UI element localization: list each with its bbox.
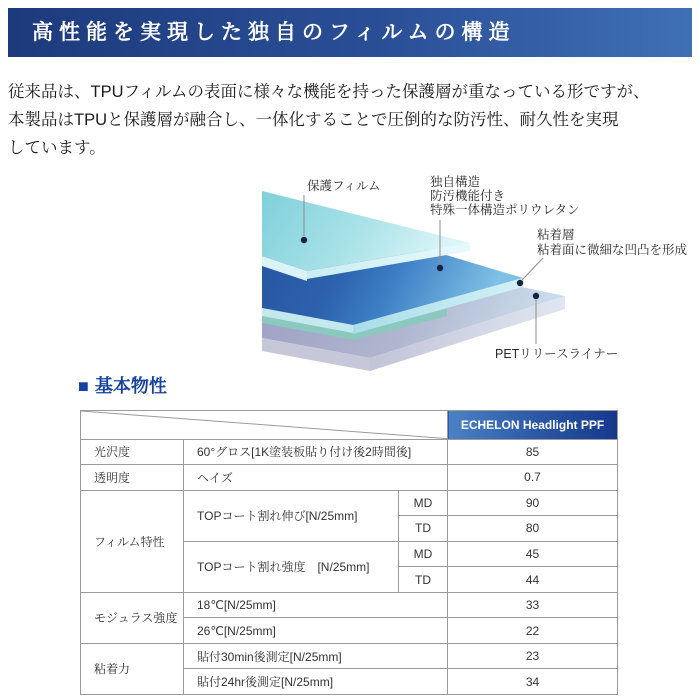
film-structure-diagram [185,168,695,373]
section-title-text: 基本物性 [94,376,167,396]
cell-value: 22 [448,618,618,644]
cell-category: 透明度 [81,465,184,491]
cell-direction: TD [399,516,448,542]
section-marker-square: ■ [78,376,89,396]
section-title [78,372,167,398]
leader-line-adhesive [522,258,543,280]
label-unique-structure-3: 特殊一体構造ポリウレタン [430,203,580,217]
cell-value: 45 [448,541,618,567]
table-row [81,465,618,491]
cell-category: 粘着力 [81,643,184,694]
cell-direction: TD [399,567,448,593]
cell-value: 85 [448,439,618,465]
intro-line-3: しています。 [8,139,106,157]
diagonal-divider-line [81,411,447,439]
cell-method: 18℃[N/25mm] [184,592,448,618]
cell-value: 0.7 [448,465,618,491]
cell-method: TOPコート割れ伸び[N/25mm] [184,490,399,541]
cell-value: 23 [448,643,618,669]
film-layers-illustration [185,168,695,373]
cell-method: 26℃[N/25mm] [184,618,448,644]
cell-category: フィルム特性 [81,490,184,592]
dot-protective-film [301,237,307,243]
cell-value: 90 [448,490,618,516]
cell-value: 44 [448,567,618,593]
label-pet-liner: PETリリースライナー [495,347,619,361]
label-adhesive-1: 粘着層 [537,228,575,242]
cell-direction: MD [399,541,448,567]
page-title: 高性能を実現した独自のフィルムの構造 [32,20,516,44]
table-header-product: ECHELON Headlight PPF [448,411,618,440]
cell-category: モジュラス強度 [81,592,184,643]
table-row [81,592,618,618]
label-unique-structure-2: 防汚機能付き [430,189,506,203]
cell-value: 34 [448,669,618,695]
intro-paragraph [8,78,698,162]
table-row [81,643,618,669]
page-title-banner [8,8,692,57]
dot-unique-structure [437,265,443,271]
cell-method: 貼付24hr後測定[N/25mm] [184,669,448,695]
table-header-row [81,411,618,440]
label-adhesive-2: 粘着面に微細な凹凸を形成 [537,243,688,257]
intro-line-1: 従来品は、TPUフィルムの表面に様々な機能を持った保護層が重なっている形ですが、 [8,83,650,101]
cell-method: TOPコート割れ強度 [N/25mm] [184,541,399,592]
dot-pet-liner [533,293,539,299]
cell-method: 60°グロス[1K塗装板貼り付け後2時間後] [184,439,448,465]
label-protective-film: 保護フィルム [307,179,381,193]
cell-method: 貼付30min後測定[N/25mm] [184,643,448,669]
cell-direction: MD [399,490,448,516]
cell-category: 光沢度 [81,439,184,465]
cell-value: 80 [448,516,618,542]
cell-method: ヘイズ [184,465,448,491]
table-header-blank-cell [81,411,448,440]
intro-line-2: 本製品はTPUと保護層が融合し、一体化することで圧倒的な防汚性、耐久性を実現 [8,111,619,129]
dot-adhesive [517,280,523,286]
cell-value: 33 [448,592,618,618]
label-unique-structure-1: 独自構造 [430,175,481,189]
table-row [81,439,618,465]
basic-properties-table [80,410,618,695]
table-row [81,490,618,516]
